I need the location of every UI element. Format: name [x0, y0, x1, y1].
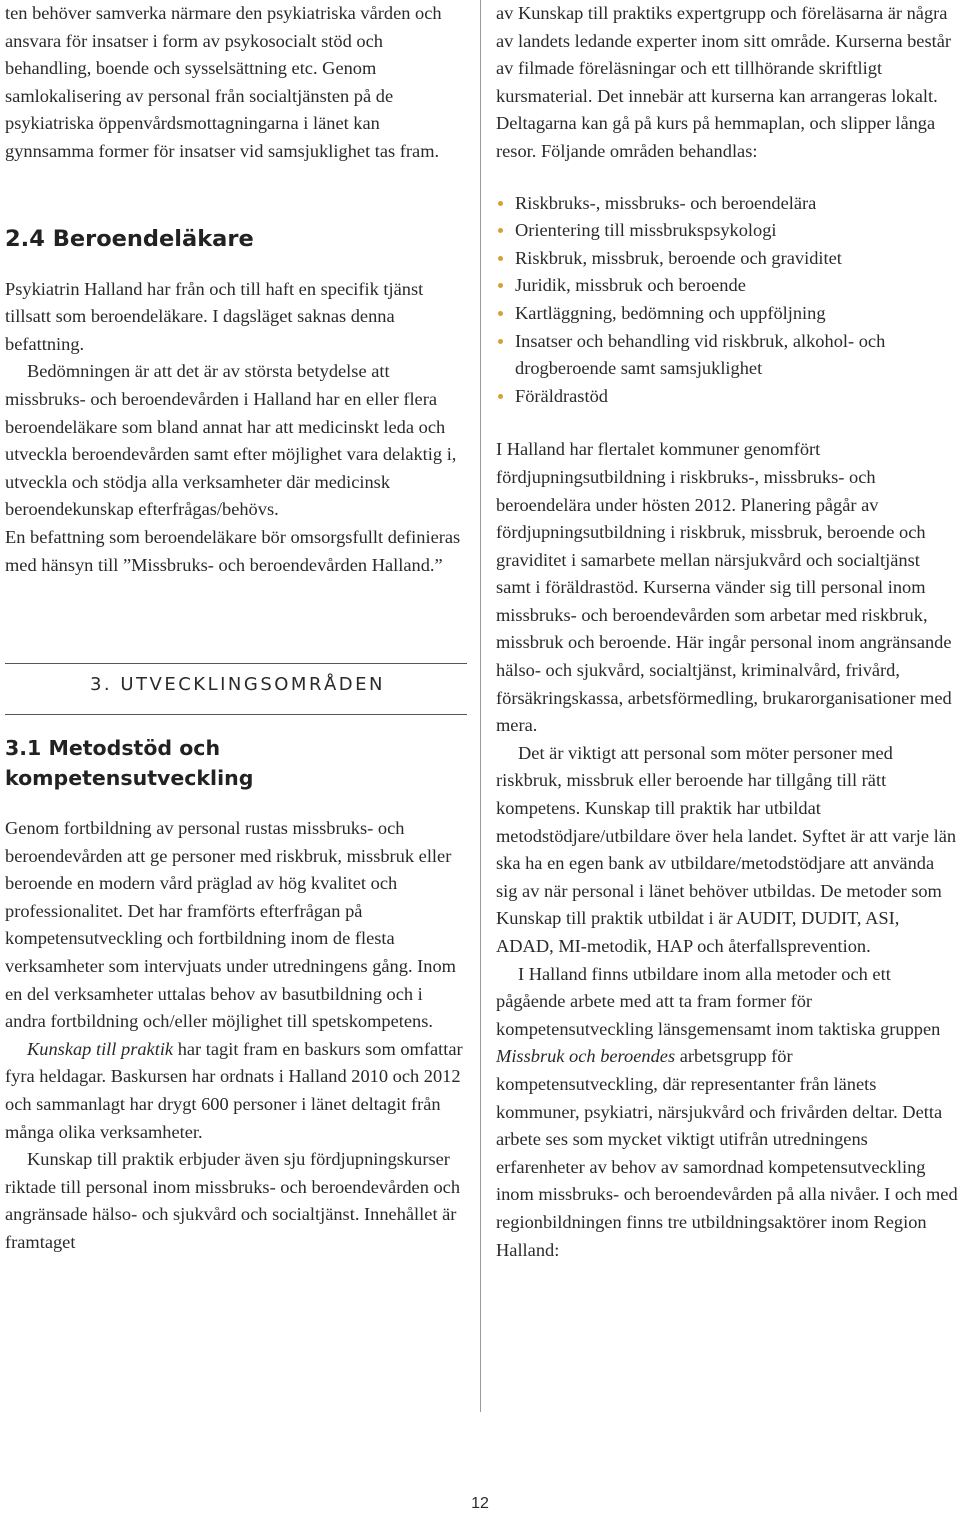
right-paragraph-2: Det är viktigt att personal som möter personer med riskbruk, missbruk eller beroende har tillgång till rätt kompetens. Kunskap till praktik har utbildat metodstödjare/utbildare över hela landet. Syftet är att varje län ska ha en egen bank av utbildare/metodstödjare att använda sig av när personal i länet behöver utbildas. De metoder som Kunskap till praktik utbildat i är AUDIT, DUDIT, ASI, ADAD, MI-metodik, HAP och återfallsprevention.: [496, 742, 957, 956]
section-heading-2-4: 2.4 Beroendeläkare: [5, 225, 254, 252]
page-number: 12: [471, 1495, 489, 1512]
bullet-icon: [498, 394, 503, 399]
section-3-1-paragraph-3: Kunskap till praktik erbjuder även sju fördjupningskurser riktade till personal inom missbruks- och beroendevården och angränsade hälso- och sjukvård och socialtjänst. Innehållet är framtaget: [5, 1149, 461, 1252]
bullet-icon: [498, 311, 503, 316]
left-column: [5, 0, 467, 1257]
right-paragraph-3: I Halland finns utbildare inom alla metoder och ett pågående arbete med att ta fram former för kompetensutveckling länsgemensamt inom taktiska gruppen Missbruk och beroendes arbetsgrupp för kompetensutveckling, där representanter från länets kommuner, psykiatri, närsjukvård och frivården deltar. Detta arbete ses som mycket viktigt utifrån utredningens erfarenheter av behov av samordnad kompetensutveckling inom missbruks- och beroendevården på alla nivåer. I och med regionbildningen finns tre utbildningsaktörer inom Region Halland:: [496, 963, 958, 1260]
right-intro-paragraph: av Kunskap till praktiks expertgrupp och föreläsarna är några av landets ledande experter inom sitt område. Kurserna består av filmade föreläsningar och ett tillhörande skriftligt kursmaterial. Det innebär att kurserna kan arrangeras lokalt. Deltagarna kan gå på kurs på hemmaplan, och slipper långa resor. Följande områden behandlas:: [496, 3, 951, 161]
course-list: [496, 190, 958, 411]
section-2-4-paragraph-2: Bedömningen är att det är av största betydelse att missbruks- och beroendevården i Halland har en eller flera beroendeläkare som bland annat har att medicinskt leda och utveckla beroendevården samt efter möjlighet vara delaktig i, utveckla och stödja alla verksamheter där medicinsk beroendekunskap efterfrågas/behövs.: [5, 361, 457, 520]
bullet-icon: [498, 201, 503, 206]
list-item: Riskbruks-, missbruks- och beroendelära: [496, 190, 958, 218]
intro-paragraph: ten behöver samverka närmare den psykiatriska vården och ansvara för insatser i form av psykosocialt stöd och behandling, boende och sysselsättning etc. Genom samlokalisering av personal från socialtjänsten på de psykiatriska öppenvårdsmottagningarna i länet kan gynnsamma former för insatser vid samsjuklighet tas fram.: [5, 3, 442, 161]
bullet-icon: [498, 256, 503, 261]
bullet-icon: [498, 339, 503, 344]
right-column: [496, 0, 958, 1264]
missbruk-och-beroendes-italic: Missbruk och beroendes: [496, 1046, 676, 1067]
chapter-heading-3: 3. UTVECKLINGSOMRÅDEN: [89, 674, 385, 696]
kunskap-till-praktik-italic: Kunskap till praktik: [27, 1038, 174, 1059]
list-item: Kartläggning, bedömning och uppföljning: [496, 300, 958, 328]
list-item: Föräldrastöd: [496, 383, 958, 411]
right-paragraph-1: I Halland har flertalet kommuner genomfört fördjupningsutbildning i riskbruks-, missbruks- och beroendelära under hösten 2012. Planering pågår av fördjupningsutbildning i riskbruk, missbruk, beroende och graviditet i samarbete mellan närsjukvård och socialtjänst samt i föräldrastöd. Kurserna vänder sig till personal inom missbruks- och beroendevården som arbetar med riskbruk, missbruk och beroende. Här ingår personal inom angränsande hälso- och sjukvård, socialtjänst, kriminalvård, frivård, försäkringskassa, arbetsförmedling, brukarorganisationer med mera.: [496, 439, 952, 736]
section-3-1-paragraph-2: [5, 1036, 467, 1146]
chapter-rule: [5, 663, 467, 715]
bullet-icon: [498, 283, 503, 288]
section-2-4-paragraph-3: En befattning som beroendeläkare bör omsorgsfullt definieras med hänsyn till ”Missbruks- och beroendevården Halland.”: [5, 526, 461, 575]
section-3-1-paragraph-1: Genom fortbildning av personal rustas missbruks- och beroendevården att ge personer med riskbruk, missbruk eller beroende en modern vård präglad av hög kvalitet och professionalitet. Det har framförts efterfrågan på kompetensutveckling och fortbildning inom de flesta verksamheter som intervjuats under utredningens gång. Inom en del verksamheter uttalas behov av basutbildning och i andra fortbildning och/eller möjlighet till spetskompetens.: [5, 818, 456, 1032]
list-item: Insatser och behandling vid riskbruk, alkohol- och drogberoende samt samsjuklighet: [496, 328, 958, 383]
section-3-1-paragraph-2-rest: har tagit fram en baskurs som omfattar fyra heldagar. Baskursen har ordnats i Halland 2010 och 2012 och sammanlagt har drygt 600 personer i länet deltagit från många olika verksamheter.: [5, 1038, 463, 1142]
section-2-4-paragraph-1: Psykiatrin Halland har från och till haft en specifik tjänst tillsatt som beroendeläkare. I dagsläget saknas denna befattning.: [5, 278, 424, 354]
list-item: Riskbruk, missbruk, beroende och graviditet: [496, 245, 958, 273]
column-divider: [480, 0, 481, 1412]
list-item: Orientering till missbrukspsykologi: [496, 217, 958, 245]
section-heading-3-1: 3.1 Metodstöd och kompetensutveckling: [5, 736, 254, 791]
bullet-icon: [498, 228, 503, 233]
list-item: Juridik, missbruk och beroende: [496, 272, 958, 300]
